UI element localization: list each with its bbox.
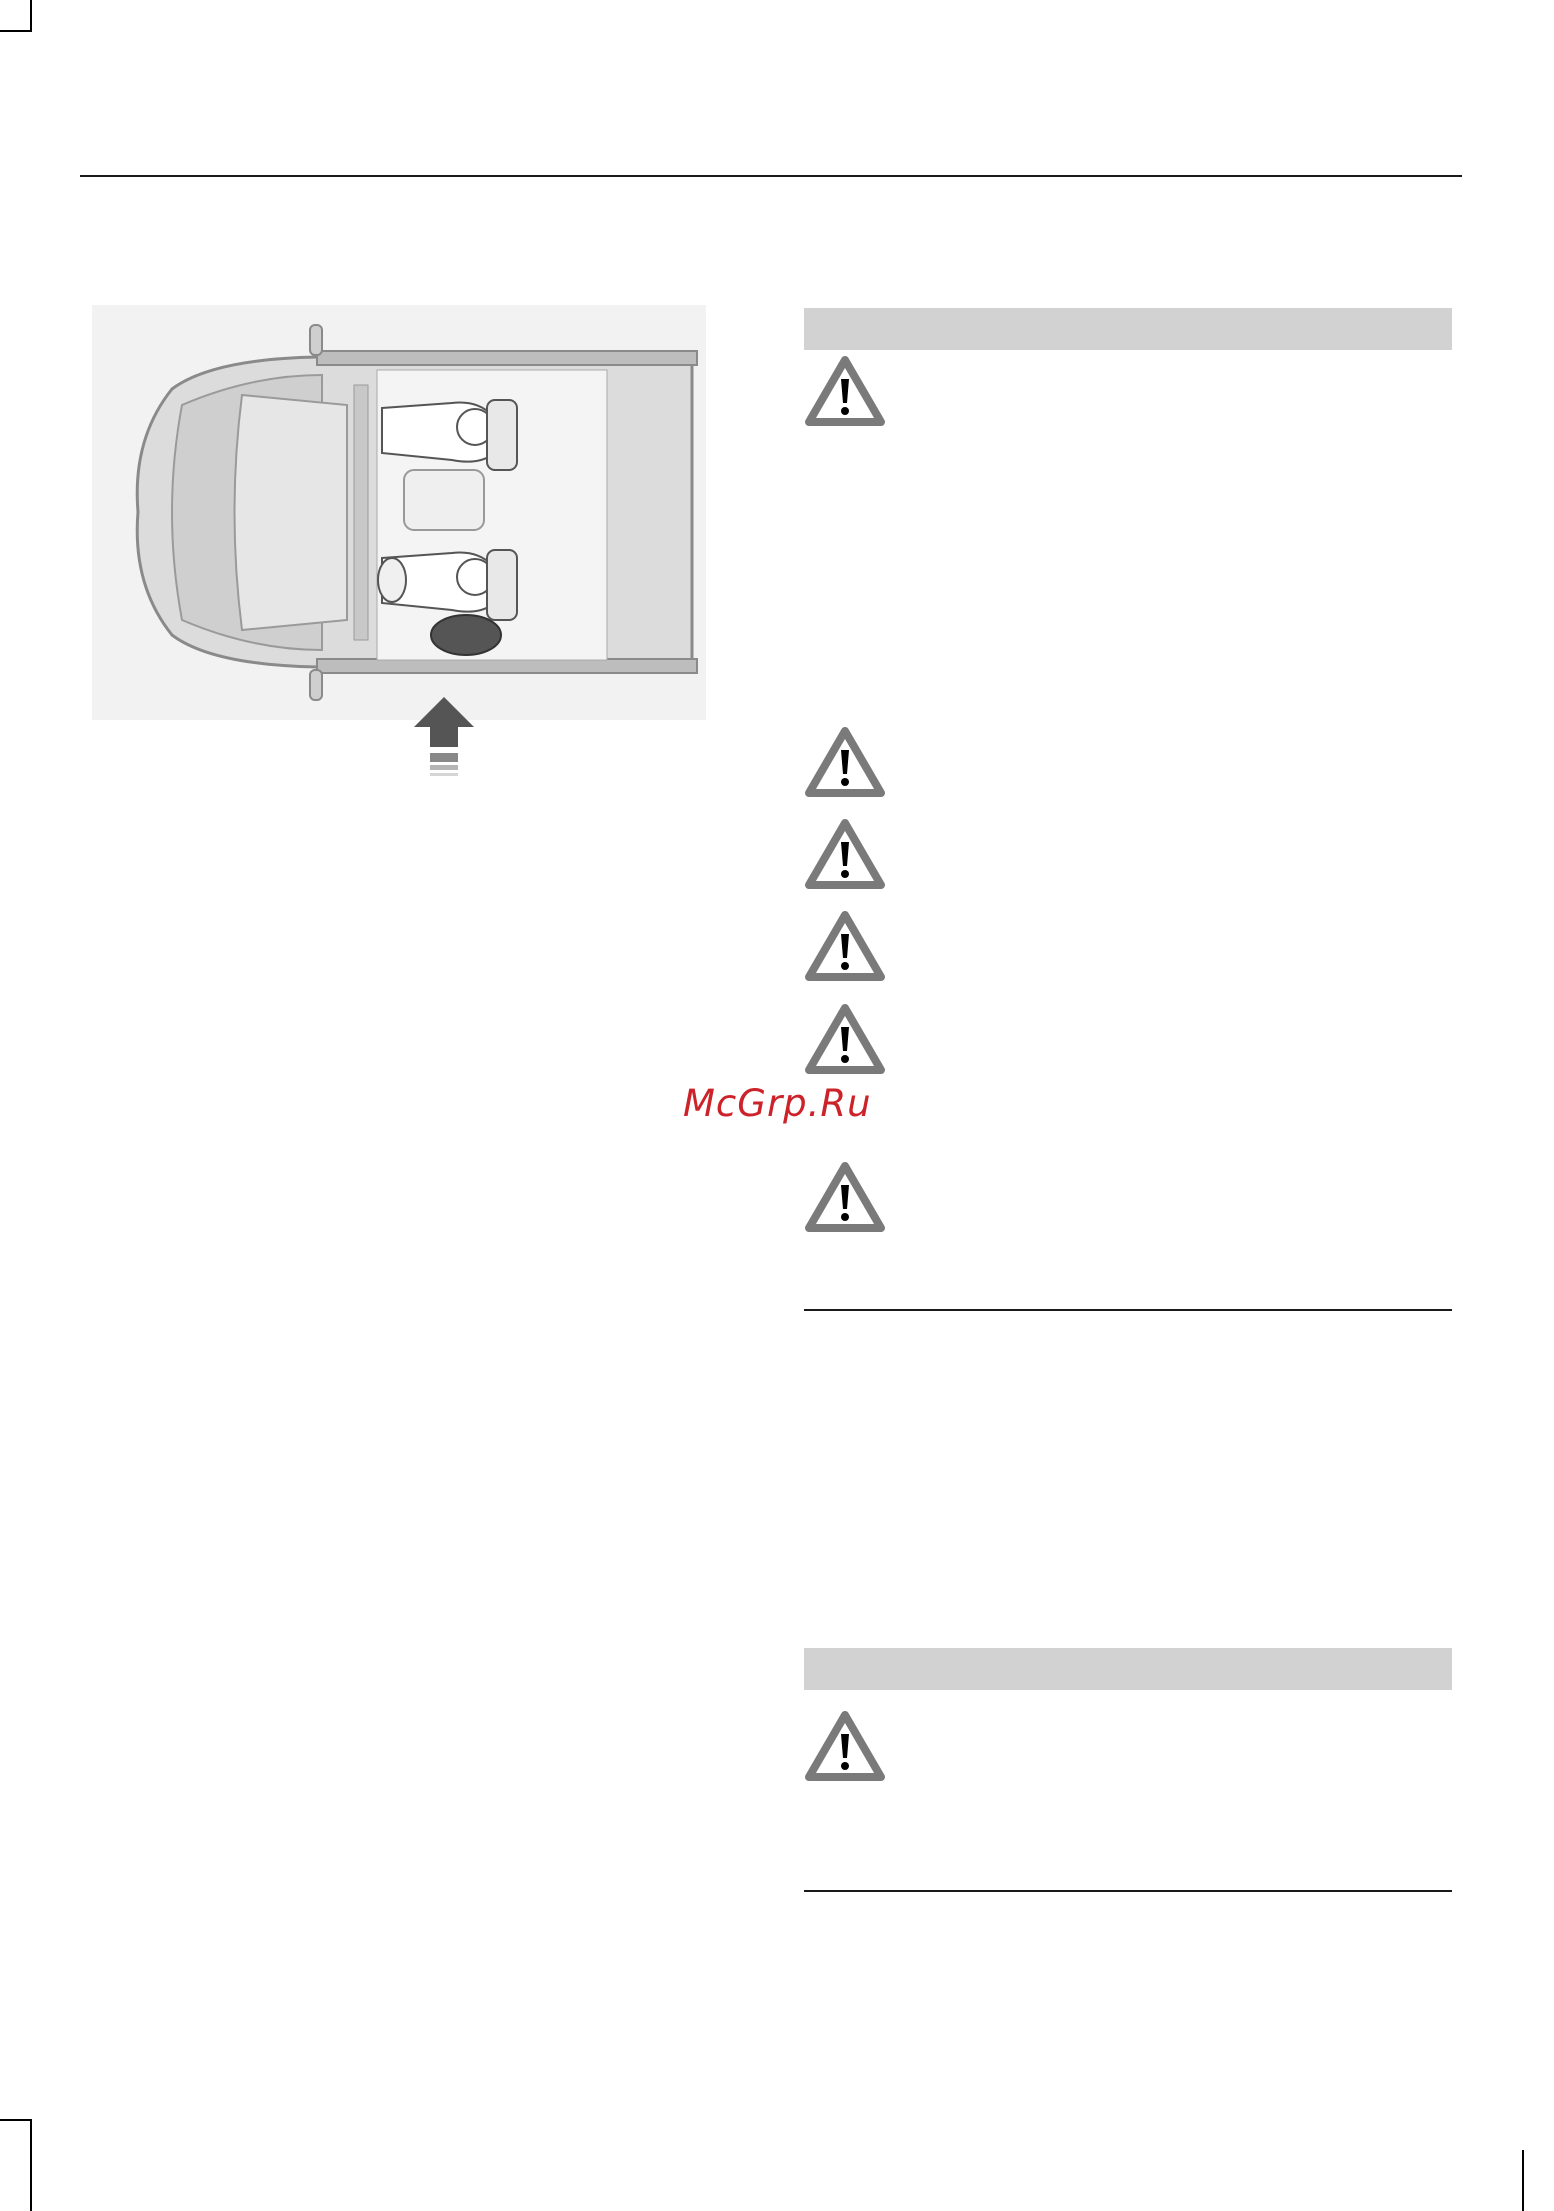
crop-mark-bottom-left-h [0, 2119, 32, 2121]
warning-triangle-icon [804, 910, 886, 982]
section-header-bar-1 [804, 308, 1452, 350]
side-airbag [431, 615, 501, 655]
warning-triangle-icon [804, 818, 886, 890]
warning-triangle-icon [804, 1003, 886, 1075]
crop-mark-bottom-left-v [30, 2119, 32, 2211]
section-header-bar-2 [804, 1648, 1452, 1690]
section-separator-2 [804, 1890, 1452, 1892]
crop-mark-top-left-v [30, 0, 32, 30]
crop-mark-bottom-right-v [1522, 2150, 1524, 2211]
watermark: McGrp.Ru [683, 1082, 872, 1125]
warning-triangle-icon [804, 1710, 886, 1782]
warning-triangle-icon [804, 355, 886, 427]
van-side-airbag-illustration [92, 305, 706, 785]
warning-triangle-icon [804, 726, 886, 798]
crop-mark-top-left-h [0, 30, 32, 32]
section-separator-1 [804, 1309, 1452, 1311]
warning-triangle-icon [804, 1161, 886, 1233]
header-rule [80, 175, 1462, 177]
